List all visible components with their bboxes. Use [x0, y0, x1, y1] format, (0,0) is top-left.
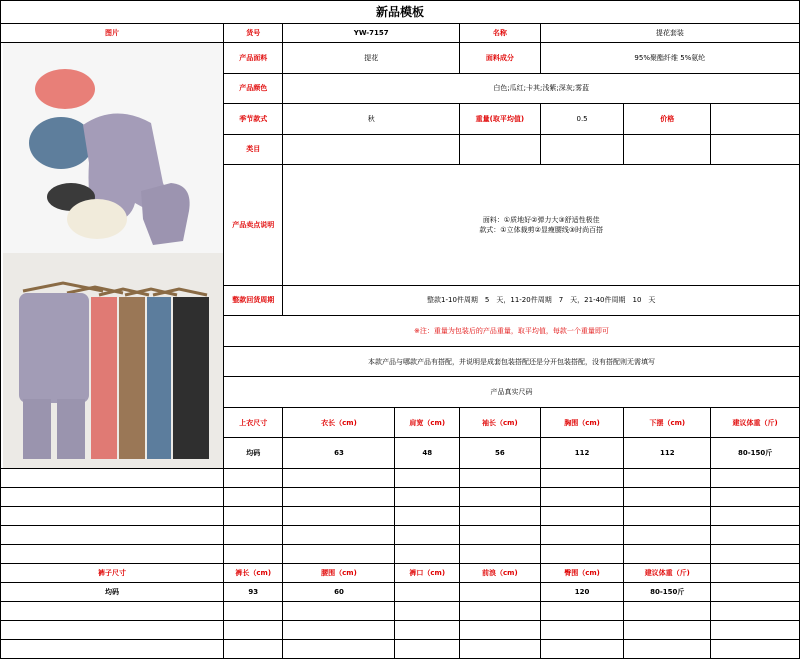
empty-cell[interactable]	[283, 469, 395, 488]
top-size-header-6: 建议体重（斤)	[711, 407, 800, 438]
product-info-table	[0, 23, 800, 659]
pant-size-cell-2[interactable]: 60	[283, 583, 395, 602]
pant-size-cell-4[interactable]	[460, 583, 541, 602]
empty-cell[interactable]	[711, 640, 800, 659]
empty-cell[interactable]	[1, 545, 224, 564]
restock-value[interactable]: 整款1-10件周期 5 天，11-20件周期 7 天，21-40件周期 10 天	[283, 285, 800, 316]
empty-cell[interactable]	[460, 640, 541, 659]
empty-cell[interactable]	[460, 507, 541, 526]
empty-cell[interactable]	[711, 507, 800, 526]
empty-cell[interactable]	[223, 526, 283, 545]
empty-cell[interactable]	[395, 507, 460, 526]
match-note: 本款产品与哪款产品有搭配，并说明是成套包装搭配还是分开包装搭配，没有搭配则无需填写	[223, 346, 799, 377]
pant-size-cell-1[interactable]: 93	[223, 583, 283, 602]
selling-points-value[interactable]	[283, 165, 800, 286]
empty-cell[interactable]	[711, 545, 800, 564]
empty-cell[interactable]	[223, 469, 283, 488]
empty-cell[interactable]	[624, 621, 711, 640]
empty-cell[interactable]	[624, 507, 711, 526]
top-size-cell-2[interactable]: 48	[395, 438, 460, 469]
empty-cell[interactable]	[624, 469, 711, 488]
pant-size-header-5: 臀围（cm)	[540, 564, 624, 583]
picture-label: 图片	[1, 24, 224, 43]
empty-cell[interactable]	[711, 488, 800, 507]
empty-cell[interactable]	[624, 602, 711, 621]
category-value[interactable]	[283, 134, 460, 165]
size-title: 产品真实尺码	[223, 377, 799, 408]
empty-cell[interactable]	[460, 488, 541, 507]
empty-cell[interactable]	[1, 469, 224, 488]
empty-cell[interactable]	[395, 469, 460, 488]
pant-size-header-3: 裤口（cm)	[395, 564, 460, 583]
color-value[interactable]: 白色;瓜红;卡其;浅紫;深灰;雾蓝	[283, 73, 800, 104]
top-size-header-5: 下摆（cm)	[624, 407, 711, 438]
product-photo-hanging	[3, 253, 223, 468]
empty-cell[interactable]	[283, 526, 395, 545]
weight-note	[223, 316, 799, 347]
fabric-label: 产品面料	[223, 43, 283, 74]
empty-cell[interactable]	[395, 545, 460, 564]
name-value[interactable]: 提花套装	[540, 24, 799, 43]
composition-label: 面料成分	[460, 43, 541, 74]
color-label: 产品颜色	[223, 73, 283, 104]
empty-cell[interactable]	[624, 488, 711, 507]
selling-points-label: 产品卖点说明	[223, 165, 283, 286]
empty-cell[interactable]	[1, 621, 224, 640]
empty-cell[interactable]	[223, 621, 283, 640]
empty-cell[interactable]	[223, 507, 283, 526]
top-size-cell-4[interactable]: 112	[540, 438, 624, 469]
fabric-value[interactable]: 提花	[283, 43, 460, 74]
top-size-cell-0[interactable]: 均码	[223, 438, 283, 469]
price-value[interactable]	[711, 104, 800, 135]
empty-cell[interactable]	[540, 545, 624, 564]
empty-cell[interactable]	[1, 488, 224, 507]
empty-cell[interactable]	[283, 545, 395, 564]
empty-cell[interactable]	[460, 621, 541, 640]
empty-cell[interactable]	[1, 507, 224, 526]
empty-cell[interactable]	[711, 583, 800, 602]
sku-value[interactable]: YW-7157	[283, 24, 460, 43]
selling-point-fabric: 面料：①质地好②弹力大③舒适性极佳	[482, 215, 600, 224]
empty-cell[interactable]	[223, 545, 283, 564]
pant-size-header-1: 裤长（cm)	[223, 564, 283, 583]
top-size-cell-5[interactable]: 112	[624, 438, 711, 469]
season-value[interactable]: 秋	[283, 104, 460, 135]
empty-cell[interactable]	[223, 488, 283, 507]
empty-cell[interactable]	[540, 640, 624, 659]
top-size-header-1: 衣长（cm)	[283, 407, 395, 438]
pant-size-header-4: 前浪（cm)	[460, 564, 541, 583]
empty-cell[interactable]	[395, 640, 460, 659]
empty-cell[interactable]	[1, 640, 224, 659]
category-spacer-3	[624, 134, 711, 165]
pant-size-header-6: 建议体重（斤)	[624, 564, 711, 583]
empty-cell[interactable]	[223, 640, 283, 659]
empty-cell[interactable]	[540, 602, 624, 621]
top-size-header-2: 肩宽（cm)	[395, 407, 460, 438]
pant-size-cell-3[interactable]	[395, 583, 460, 602]
pant-size-cell-5[interactable]: 120	[540, 583, 624, 602]
selling-point-style: 款式：①立体裁剪②显瘦腰线③时尚百搭	[479, 225, 604, 234]
season-label: 季节款式	[223, 104, 283, 135]
empty-cell[interactable]	[283, 488, 395, 507]
weight-note-text: ※注：重量为包装后的产品重量，取平均值，每款一个重量即可	[414, 326, 609, 335]
empty-cell[interactable]	[711, 621, 800, 640]
empty-cell[interactable]	[624, 526, 711, 545]
sku-label: 货号	[223, 24, 283, 43]
empty-cell[interactable]	[395, 526, 460, 545]
pant-size-cell-6[interactable]: 80-150斤	[624, 583, 711, 602]
price-label: 价格	[624, 104, 711, 135]
top-size-header-0: 上衣尺寸	[223, 407, 283, 438]
empty-cell[interactable]	[711, 526, 800, 545]
empty-cell[interactable]	[460, 469, 541, 488]
sheet-title: 新品模板	[0, 0, 800, 24]
pant-size-cell-0[interactable]: 均码	[1, 583, 224, 602]
top-size-header-4: 胸围（cm)	[540, 407, 624, 438]
restock-label: 整款回货周期	[223, 285, 283, 316]
empty-cell[interactable]	[540, 488, 624, 507]
empty-cell[interactable]	[395, 488, 460, 507]
empty-cell[interactable]	[460, 526, 541, 545]
empty-cell[interactable]	[624, 545, 711, 564]
top-size-header-3: 袖长（cm)	[460, 407, 541, 438]
empty-cell[interactable]	[540, 621, 624, 640]
weight-value[interactable]: 0.5	[540, 104, 624, 135]
category-label: 类目	[223, 134, 283, 165]
top-size-cell-6[interactable]: 80-150斤	[711, 438, 800, 469]
top-size-cell-3[interactable]: 56	[460, 438, 541, 469]
pant-size-header-0: 裤子尺寸	[1, 564, 224, 583]
top-size-cell-1[interactable]: 63	[283, 438, 395, 469]
empty-cell[interactable]	[283, 507, 395, 526]
empty-cell[interactable]	[395, 621, 460, 640]
empty-cell[interactable]	[1, 602, 224, 621]
empty-cell[interactable]	[540, 507, 624, 526]
empty-cell[interactable]	[283, 621, 395, 640]
pant-size-header-2: 腰围（cm)	[283, 564, 395, 583]
empty-cell[interactable]	[460, 545, 541, 564]
empty-cell[interactable]	[624, 640, 711, 659]
category-spacer-2	[540, 134, 624, 165]
name-label: 名称	[460, 24, 541, 43]
empty-cell[interactable]	[395, 602, 460, 621]
empty-cell[interactable]	[540, 526, 624, 545]
empty-cell[interactable]	[711, 469, 800, 488]
photo-cell-top	[1, 43, 224, 469]
empty-cell[interactable]	[283, 640, 395, 659]
composition-value[interactable]: 95%聚酯纤维 5%氨纶	[540, 43, 799, 74]
category-spacer-4	[711, 134, 800, 165]
empty-cell[interactable]	[1, 526, 224, 545]
empty-cell[interactable]	[460, 602, 541, 621]
weight-label: 重量(取平均值)	[460, 104, 541, 135]
empty-cell[interactable]	[283, 602, 395, 621]
empty-cell[interactable]	[223, 602, 283, 621]
empty-cell	[711, 564, 800, 583]
product-photo-folded	[3, 43, 223, 253]
category-spacer-1	[460, 134, 541, 165]
empty-cell[interactable]	[711, 602, 800, 621]
empty-cell[interactable]	[540, 469, 624, 488]
